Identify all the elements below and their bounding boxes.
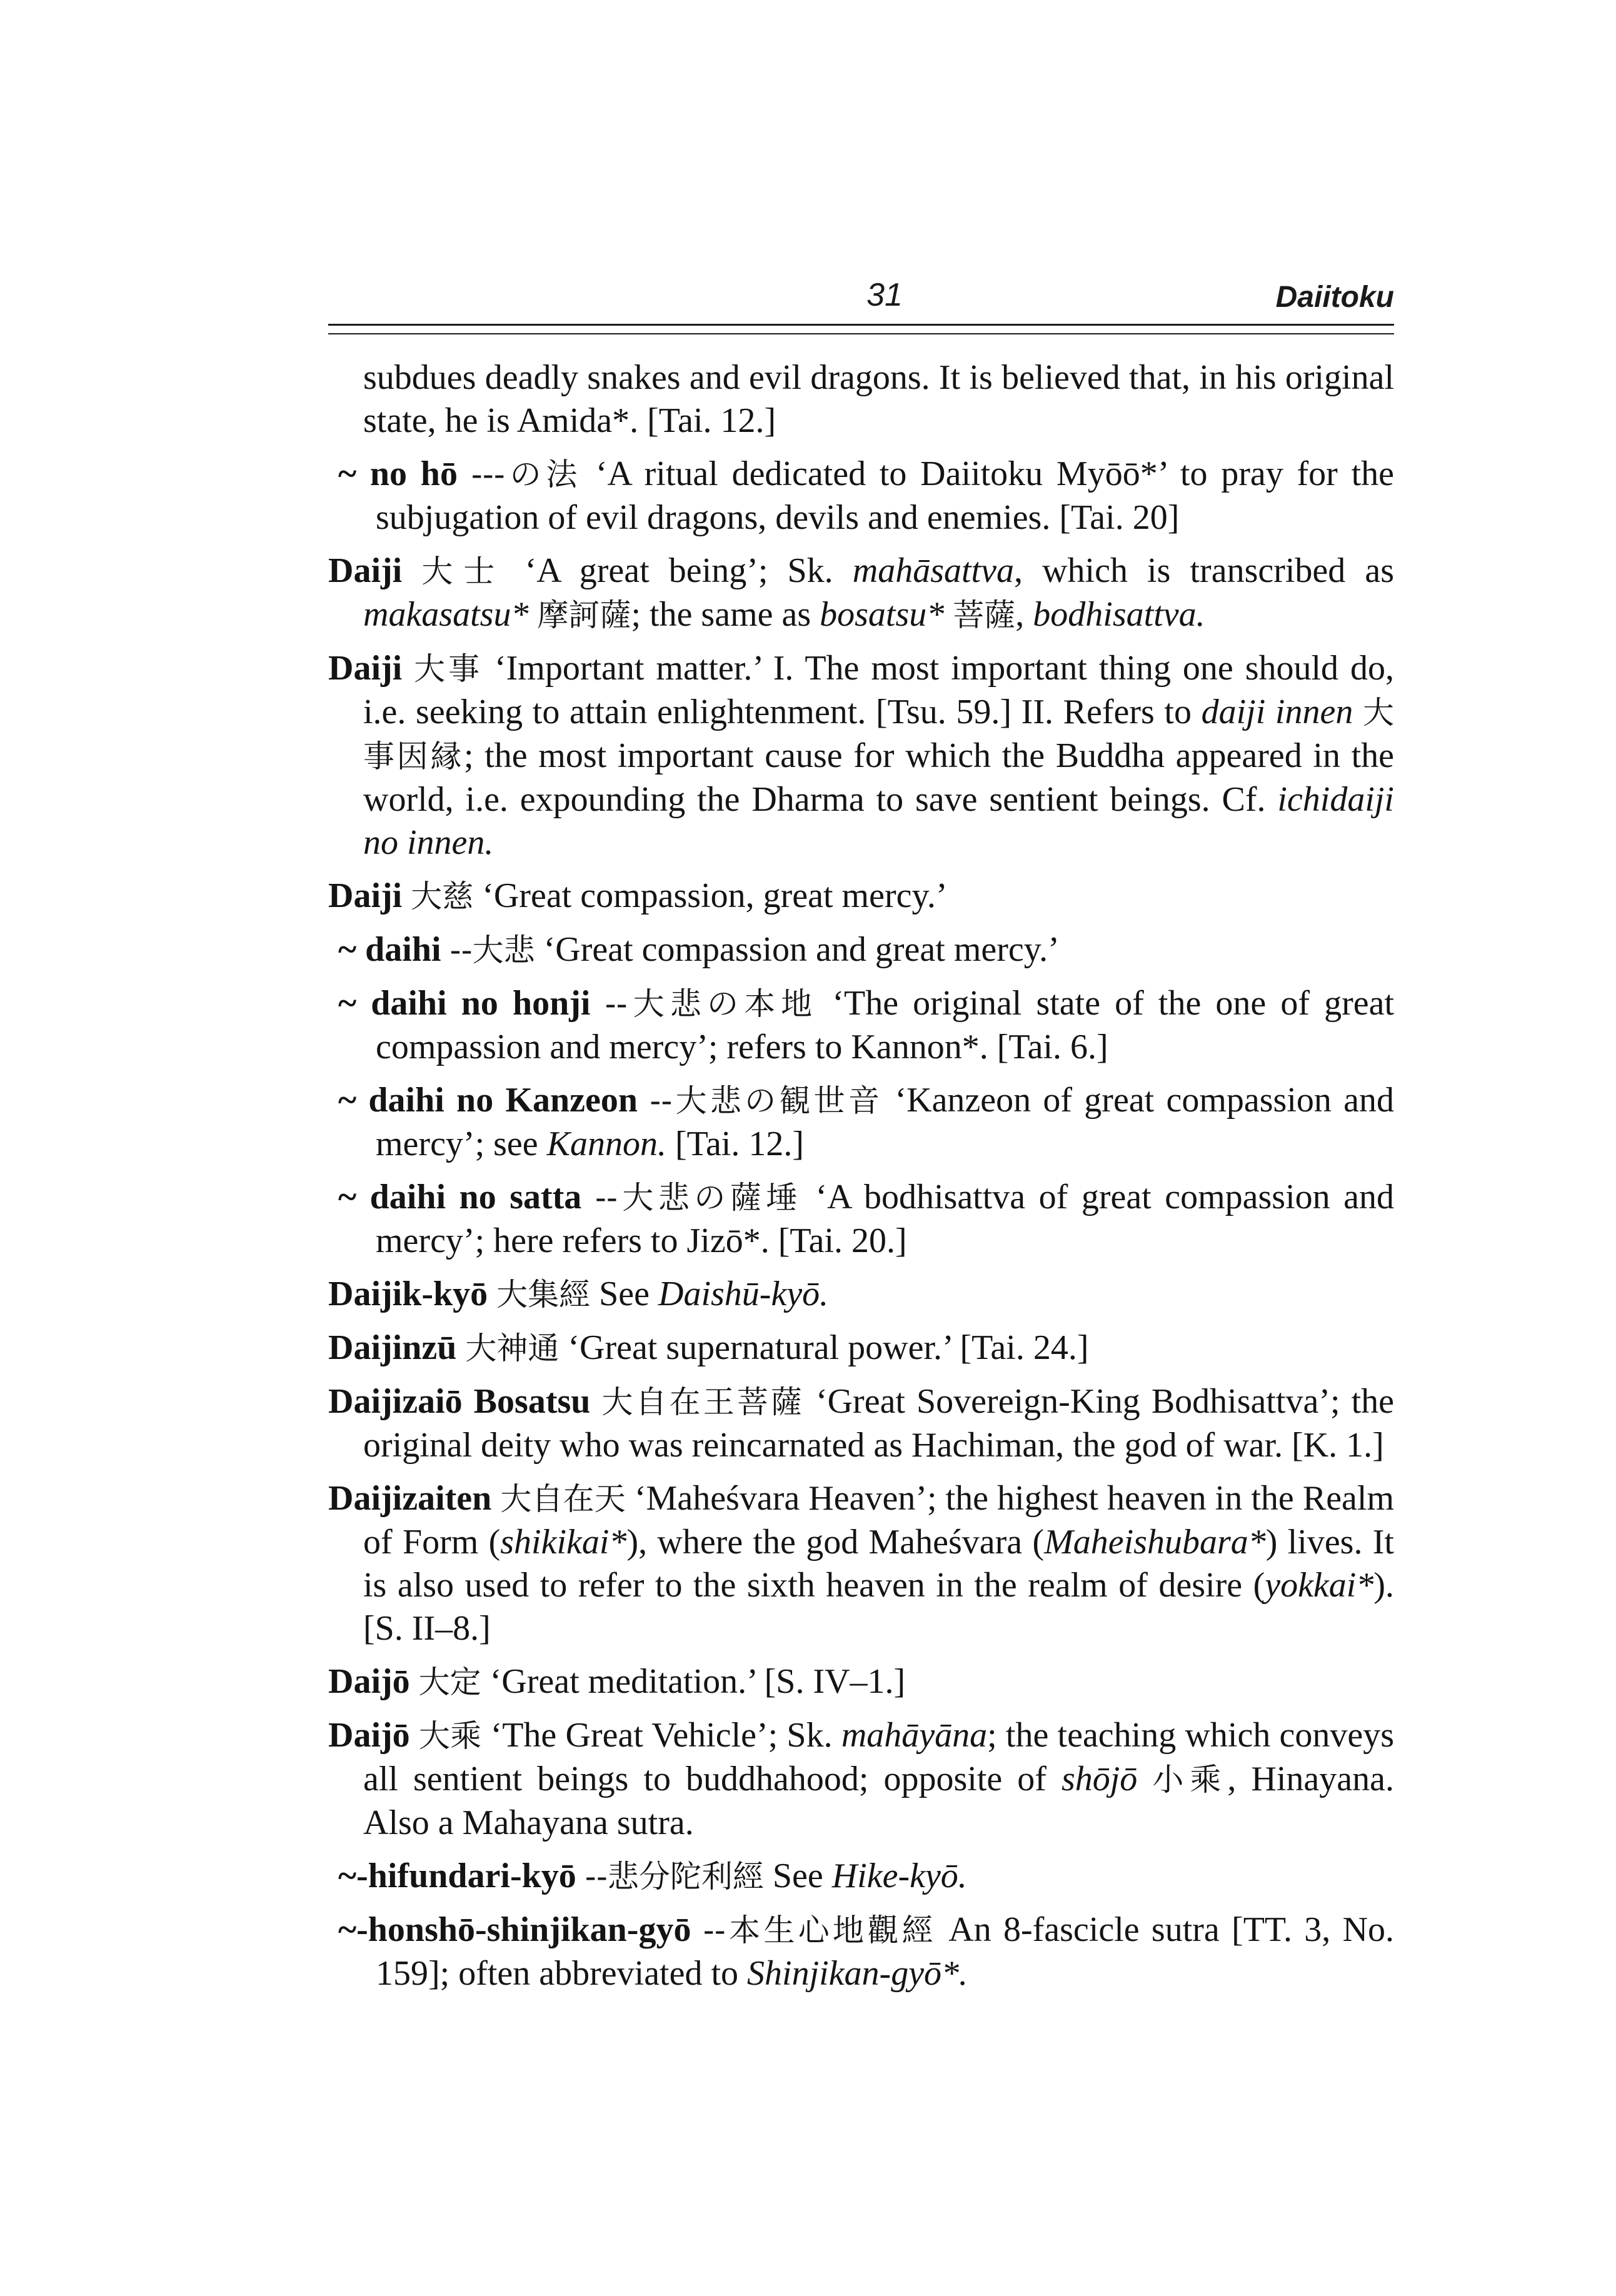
- running-head: Daiitoku: [1275, 281, 1394, 314]
- subentry-daihi-no-kanzeon: ~ daihi no Kanzeon --大悲の観世音 ‘Kanzeon of great compassion and mercy’; see Kannon. [Tai. 12.]: [338, 1081, 1395, 1163]
- kanji: 大士: [421, 553, 506, 589]
- tilde-mark: ~: [338, 1081, 357, 1120]
- page-header: [328, 275, 1394, 325]
- definition: ‘The original state of the one of great compassion and mercy’; refers to Kannon*. [Tai. 6.]: [376, 984, 1395, 1066]
- definition: ‘Great supernatural power.’ [Tai. 24.]: [568, 1328, 1089, 1367]
- definition: ‘Great compassion, great mercy.’: [482, 876, 948, 915]
- entry-daiji-great-compassion: [328, 875, 1394, 918]
- headword: Daijō: [328, 1662, 410, 1701]
- kanji: --本生心地觀經: [703, 1912, 936, 1948]
- kanji: 大乘: [418, 1718, 482, 1754]
- entry-continuation: subdues deadly snakes and evil dragons. It is believed that, in his original state, he is Amida*. [Tai. 12.]: [363, 358, 1394, 440]
- entries-column: [328, 356, 1394, 2005]
- headword: daihi no honji: [371, 984, 591, 1023]
- entry-daijizaiten: Daijizaiten 大自在天 ‘Maheśvara Heaven’; the highest heaven in the Realm of Form (shikikai*), where the god Maheśvara (Maheishubara*) lives. It is also used to refer to the sixth heaven in the realm of desire (yokkai*). [S. II–8.]: [328, 1479, 1395, 1648]
- headword: Daijō: [328, 1716, 410, 1755]
- header-rule: [328, 324, 1394, 326]
- kanji: 大神通: [465, 1330, 560, 1366]
- definition: ‘Great compassion and great mercy.’: [543, 930, 1060, 969]
- definition: ‘A ritual dedicated to Daiitoku Myōō*’ to pray for the subjugation of evil dragons, devils and enemies. [Tai. 20]: [376, 454, 1395, 537]
- headword: daihi no Kanzeon: [368, 1081, 638, 1120]
- headword: Daiji: [328, 876, 403, 915]
- definition: ‘Great meditation.’ [S. IV–1.]: [489, 1662, 906, 1701]
- page-number: 31: [866, 277, 903, 313]
- kanji: --大悲: [449, 932, 535, 968]
- headword: daihi no satta: [369, 1178, 582, 1216]
- subentry-honsho-shinjikan-gyo: ~-honshō-shinjikan-gyō --本生心地觀經 An 8-fascicle sutra [TT. 3, No. 159]; often abbreviated to Shinjikan-gyō*.: [338, 1910, 1395, 1993]
- headword: Daijinzū: [328, 1328, 457, 1367]
- headword: Daijizaiten: [328, 1479, 492, 1518]
- kanji: 大事: [414, 651, 483, 687]
- kanji: --大悲の観世音: [650, 1083, 883, 1119]
- entry-daijik-kyo: Daijik-kyō 大集經 See Daishū-kyō.: [328, 1275, 829, 1313]
- entry-daijizaio-bosatsu: [328, 1380, 1394, 1467]
- subentry-hifundari-kyo: ~-hifundari-kyō --悲分陀利經 See Hike-kyō.: [338, 1857, 967, 1895]
- kanji: 大定: [418, 1664, 481, 1700]
- kanji: --大悲の薩埵: [595, 1180, 802, 1216]
- headword: Daijizaiō Bosatsu: [328, 1382, 591, 1421]
- kanji: 大集經: [496, 1276, 591, 1313]
- headword: Daiji: [328, 649, 403, 688]
- kanji: ---の法: [471, 456, 583, 493]
- headword: Daijik-kyō: [328, 1275, 488, 1313]
- entry-daijo-great-vehicle: Daijō 大乘 ‘The Great Vehicle’; Sk. mahāyāna; the teaching which conveys all sentient beings to buddhahood; opposite of shōjō 小乘, Hinayana. Also a Mahayana sutra.: [328, 1716, 1395, 1842]
- definition: ‘Great Sovereign-King Bodhisattva’; the original deity who was reincarnated as Hachiman, the god of war. [K. 1.]: [363, 1382, 1395, 1465]
- kanji: 大自在王菩薩: [601, 1384, 805, 1420]
- subentry-daihi-no-satta: [338, 1176, 1394, 1263]
- entry-daijinzu: [328, 1326, 1394, 1370]
- entry-daijo-meditation: [328, 1660, 1394, 1704]
- tilde-mark: ~-: [338, 1910, 368, 1949]
- tilde-mark: ~-: [338, 1857, 368, 1895]
- tilde-mark: ~: [338, 984, 357, 1023]
- header-rule-thin: [328, 333, 1394, 334]
- subentry-daihi: [338, 928, 1394, 972]
- headword: daihi: [365, 930, 441, 969]
- headword: no hō: [369, 454, 458, 493]
- entry-daiji-great-being: Daiji 大士 ‘A great being’; Sk. mahāsattva, which is transcribed as makasatsu* 摩訶薩; the same as bosatsu* 菩薩, bodhisattva.: [328, 551, 1395, 634]
- subentry-daihi-no-honji: [338, 982, 1394, 1069]
- subentry-no-ho: [338, 453, 1394, 539]
- headword: Daiji: [328, 551, 403, 590]
- tilde-mark: ~: [338, 930, 357, 969]
- kanji: --悲分陀利經: [585, 1858, 764, 1895]
- headword: honshō-shinjikan-gyō: [368, 1910, 691, 1949]
- tilde-mark: ~: [338, 1178, 357, 1216]
- tilde-mark: ~: [338, 454, 357, 493]
- kanji: 大自在天: [500, 1481, 626, 1517]
- entry-daiji-important-matter: Daiji 大事 ‘Important matter.’ I. The most important thing one should do, i.e. seeking to attain enlightenment. [Tsu. 59.] II. Refers to daiji innen 大事因縁; the most important cause for which the Buddha appeared in the world, i.e. expounding the Dharma to save sentient beings. Cf. ichidaiji no innen.: [328, 649, 1395, 862]
- definition: ‘A bodhisattva of great compassion and mercy’; here refers to Jizō*. [Tai. 20.]: [376, 1178, 1395, 1260]
- kanji: --大悲の本地: [605, 986, 818, 1022]
- kanji: 大慈: [411, 878, 474, 915]
- headword: hifundari-kyō: [368, 1857, 576, 1895]
